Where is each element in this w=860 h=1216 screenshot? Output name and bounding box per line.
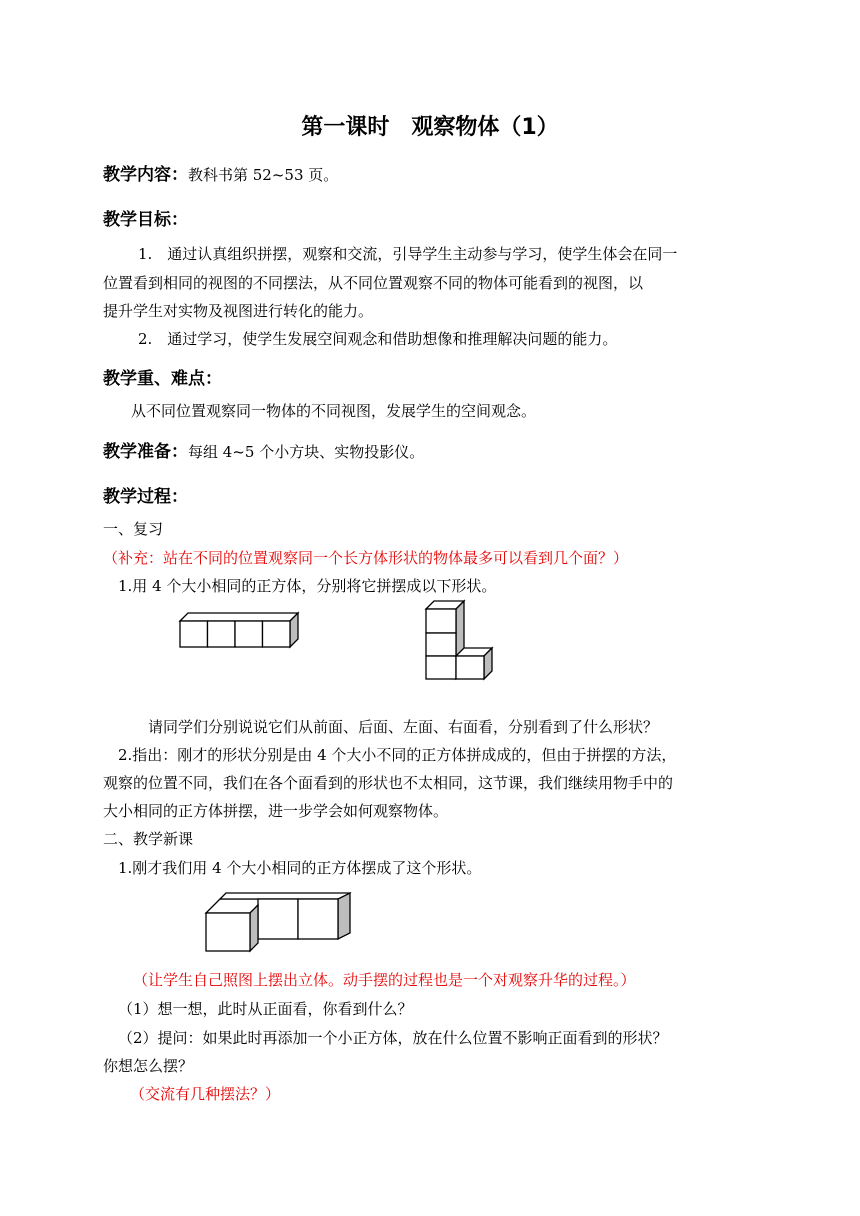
cube-row-figure bbox=[178, 611, 303, 649]
cube-front-face bbox=[258, 899, 298, 939]
cube-front-face bbox=[426, 633, 456, 656]
cube-front-face bbox=[426, 609, 456, 633]
cube-top-face bbox=[220, 893, 350, 899]
cube-side-face bbox=[250, 905, 258, 951]
cube-front-face bbox=[456, 656, 484, 679]
objective-1-line-3: 提升学生对实物及视图进行转化的能力。 bbox=[103, 302, 374, 320]
new-lesson-question-1: （1）想一想，此时从正面看，你看到什么？ bbox=[118, 1000, 413, 1018]
review-step-2-line-3: 大小相同的正方体拼摆，进一步学会如何观察物体。 bbox=[103, 802, 449, 820]
content-label: 教学内容： bbox=[103, 165, 188, 185]
review-question: 请同学们分别说说它们从前面、后面、左面、右面看，分别看到了什么形状？ bbox=[148, 718, 659, 736]
cube-front-face bbox=[263, 621, 291, 647]
review-note: （补充：站在不同的位置观察同一个长方体形状的物体最多可以看到几个面？） bbox=[103, 549, 629, 567]
content-section bbox=[103, 160, 338, 185]
new-lesson-step-1: 1.刚才我们用 4 个大小相同的正方体摆成了这个形状。 bbox=[118, 859, 482, 877]
objective-2: 2. 通过学习，使学生发展空间观念和借助想像和推理解决问题的能力。 bbox=[138, 330, 618, 348]
cube-l-shape-figure bbox=[424, 597, 496, 683]
new-lesson-heading: 二、教学新课 bbox=[103, 830, 194, 848]
cube-front-face bbox=[180, 621, 208, 647]
preparation-section bbox=[103, 437, 424, 462]
review-step-1: 1.用 4 个大小相同的正方体，分别将它拼摆成以下形状。 bbox=[118, 577, 497, 595]
new-lesson-question-2-line-1: （2）提问：如果此时再添加一个小正方体，放在什么位置不影响正面看到的形状？ bbox=[118, 1029, 668, 1047]
objective-1-line-1: 1. 通过认真组织拼摆，观察和交流，引导学生主动参与学习，使学生体会在同一 bbox=[138, 245, 678, 263]
process-label: 教学过程： bbox=[103, 487, 188, 507]
preparation-label: 教学准备： bbox=[103, 442, 188, 462]
cube-step-figure bbox=[204, 893, 354, 953]
cube-side-face bbox=[338, 893, 350, 939]
content-text: 教科书第 52~53 页。 bbox=[188, 166, 339, 184]
preparation-text: 每组 4~5 个小方块、实物投影仪。 bbox=[188, 443, 425, 461]
objectives-label: 教学目标： bbox=[103, 210, 188, 230]
review-step-2-line-1: 2.指出：刚才的形状分别是由 4 个大小不同的正方体拼成成的，但由于拼摆的方法， bbox=[118, 746, 677, 764]
page-title: 第一课时 观察物体（1） bbox=[301, 115, 559, 140]
new-lesson-note-1: （让学生自己照图上摆出立体。动手摆的过程也是一个对观察升华的过程。） bbox=[133, 971, 636, 989]
cube-front-face bbox=[235, 621, 263, 647]
new-lesson-question-2-line-2: 你想怎么摆？ bbox=[103, 1057, 194, 1075]
review-step-2-line-2: 观察的位置不同，我们在各个面看到的形状也不太相同，这节课，我们继续用物手中的 bbox=[103, 774, 674, 792]
cube-row-top-face bbox=[180, 613, 298, 621]
review-heading: 一、复习 bbox=[103, 520, 164, 538]
key-points-label: 教学重、难点： bbox=[103, 369, 222, 389]
cube-front-face bbox=[208, 621, 236, 647]
cube-front-face bbox=[298, 899, 338, 939]
cube-front-face bbox=[206, 913, 250, 951]
key-points-text: 从不同位置观察同一物体的不同视图，发展学生的空间观念。 bbox=[131, 402, 537, 420]
new-lesson-note-2: （交流有几种摆法？） bbox=[130, 1085, 281, 1103]
objective-1-line-2: 位置看到相同的视图的不同摆法，从不同位置观察不同的物体可能看到的视图，以 bbox=[103, 274, 644, 292]
cube-front-face bbox=[426, 656, 456, 679]
